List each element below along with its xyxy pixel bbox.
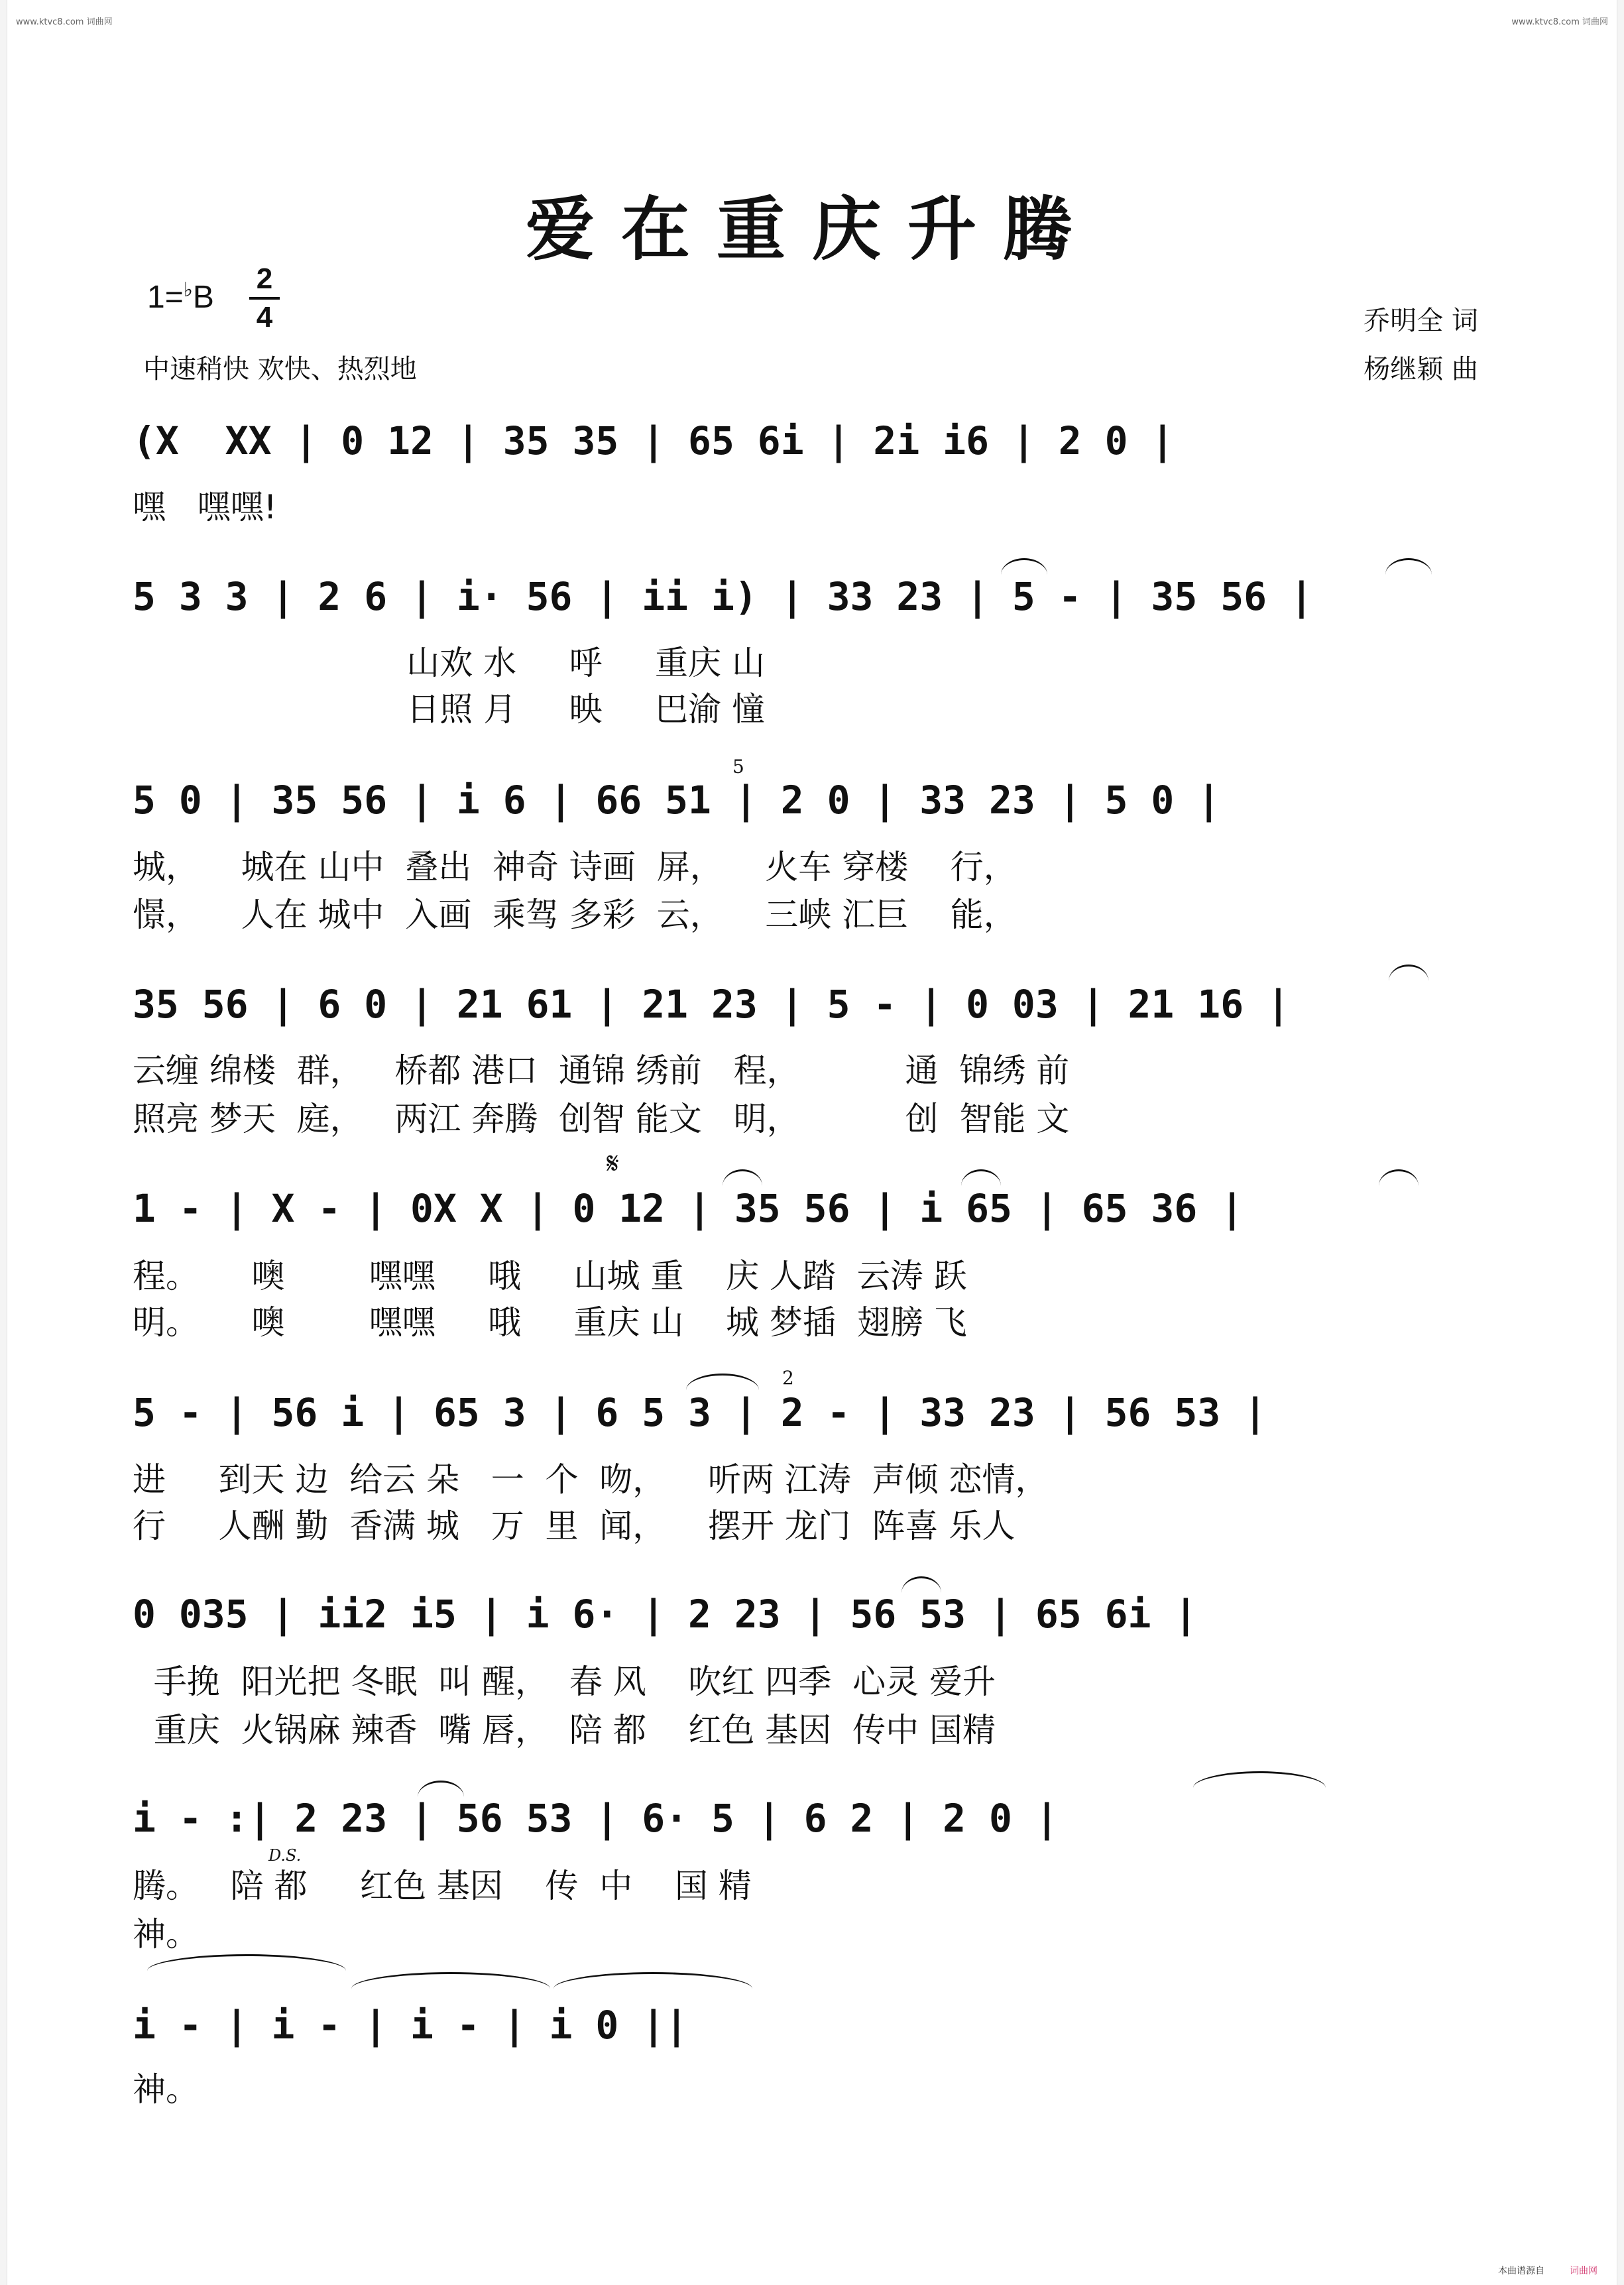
lyrics-row-7-line-2: 重庆 火锅麻 辣香 嘴 唇， 陪 都 红色 基因 传中 国精 (133, 1711, 996, 1749)
lyrics-row-1-line-1: 嘿 嘿嘿! (133, 488, 277, 526)
staff-row-8 (133, 1795, 1491, 1842)
ds-mark: D.S. (268, 1846, 302, 1865)
slur-mark (1001, 558, 1047, 575)
slur-mark (723, 1169, 762, 1186)
slur-mark (418, 1781, 464, 1797)
slur-mark (1385, 558, 1432, 575)
staff-row-5 (133, 1185, 1491, 1232)
lyrics-row-3-line-2: 憬， 人在 城中 入画 乘驾 多彩 云， 三峡 汇巨 能， (133, 896, 1017, 934)
staff-row-1 (133, 418, 1491, 464)
staff-row-4 (133, 981, 1491, 1027)
staff-row-6 (133, 1389, 1491, 1436)
notes-row-8: i - :| 2 23 | 56 53 | 6· 5 | 6 2 | 2 0 | (133, 1796, 1059, 1841)
lyrics-row-5-line-1: 程。 噢 嘿嘿 哦 山城 重 庆 人踏 云涛 跃 (133, 1257, 967, 1295)
notes-row-6: 5 - | 56 i | 65 3 | 6 5 3 | 2 - | 33 23 | 56 53 | (133, 1390, 1267, 1435)
slur-mark (686, 1374, 759, 1390)
lyrics-row-6-line-1: 进 到天 边 给云 朵 一 个 吻， 听两 江涛 声倾 恋情， (133, 1460, 1049, 1499)
notes-row-3: 5 0 | 35 56 | i 6 | 66 51 | 2 0 | 33 23 | 5 0 | (133, 778, 1221, 823)
slur-mark (147, 1954, 346, 1971)
staff-row-7 (133, 1591, 1491, 1637)
staff-row-9 (133, 2002, 1491, 2048)
slur-mark (553, 1972, 752, 1989)
lyrics-row-2-line-1: 山欢 水 呼 重庆 山 (133, 644, 765, 682)
lyrics-row-4-line-1: 云缠 绵楼 群， 桥都 港口 通锦 绣前 程， 通 锦绣 前 (133, 1051, 1070, 1090)
tempo-marking: 中速稍快 欢快、热烈地 (143, 354, 417, 384)
lyrics-row-6-line-2: 行 人酬 勤 香满 城 万 里 闻， 摆开 龙门 阵喜 乐人 (133, 1507, 1015, 1545)
slur-mark (1193, 1771, 1326, 1788)
lyrics-row-2-line-2: 日照 月 映 巴渝 憧 (133, 690, 765, 729)
notes-row-1: (X XX | 0 12 | 35 35 | 65 6i | 2i i6 | 2 0 | (133, 418, 1175, 463)
notes-row-5: 1 - | X - | 0X X | 0 12 | 35 56 | i 65 | 65 36 | (133, 1186, 1244, 1231)
lyrics-row-9-line-1: 神。 (133, 2070, 199, 2109)
lyrics-row-5-line-2: 明。 噢 嘿嘿 哦 重庆 山 城 梦插 翅膀 飞 (133, 1303, 967, 1342)
lyrics-row-4-line-2: 照亮 梦天 庭， 两江 奔腾 创智 能文 明， 创 智能 文 (133, 1100, 1070, 1138)
header-site-right: www.ktvc8.com 词曲网 (1511, 17, 1608, 27)
header-site-left: www.ktvc8.com 词曲网 (16, 17, 113, 27)
lyrics-row-3-line-1: 城， 城在 山中 叠出 神奇 诗画 屏， 火车 穿楼 行， (133, 848, 1017, 886)
footer-site: 词曲网 (1570, 2266, 1597, 2276)
slur-mark (351, 1972, 550, 1989)
lyricist-credit: 乔明全 词 (1363, 306, 1478, 336)
lyrics-row-7-line-1: 手挽 阳光把 冬眠 叫 醒， 春 风 吹红 四季 心灵 爱升 (133, 1663, 996, 1701)
right-edge-strip (1617, 0, 1624, 2285)
lyrics-row-8-line-2: 神。 (133, 1915, 199, 1954)
notes-row-4: 35 56 | 6 0 | 21 61 | 21 23 | 5 - | 0 03 | 21 16 | (133, 982, 1290, 1027)
staff-row-3 (133, 777, 1491, 823)
notes-row-2: 5 3 3 | 2 6 | i· 56 | ii i) | 33 23 | 5 - | 35 56 | (133, 574, 1313, 619)
grace-note-mark: 5 (732, 756, 744, 778)
slur-mark (1389, 965, 1428, 981)
composer-credit: 杨继颖 曲 (1363, 354, 1478, 384)
slur-mark (961, 1169, 1001, 1186)
notes-row-7: 0 035 | ii2 i5 | i 6· | 2 23 | 56 53 | 65 6i | (133, 1592, 1198, 1637)
page-title: 爱在重庆升腾 (525, 188, 1098, 270)
notes-row-9: i - | i - | i - | i 0 || (133, 2003, 689, 2048)
lyrics-row-8-line-1: 腾。 陪 都 红色 基因 传 中 国 精 (133, 1867, 752, 1905)
slur-mark (901, 1576, 941, 1593)
left-edge-strip (0, 0, 7, 2285)
slur-mark (1379, 1169, 1419, 1186)
grace-note-mark: 2 (782, 1367, 794, 1389)
footer-source: 本曲谱源自 (1498, 2266, 1544, 2276)
staff-row-2 (133, 573, 1491, 620)
key-signature: 1=♭B (147, 279, 214, 315)
time-signature: 2 4 (249, 263, 280, 334)
segno-mark: 𝄋 (607, 1147, 619, 1181)
